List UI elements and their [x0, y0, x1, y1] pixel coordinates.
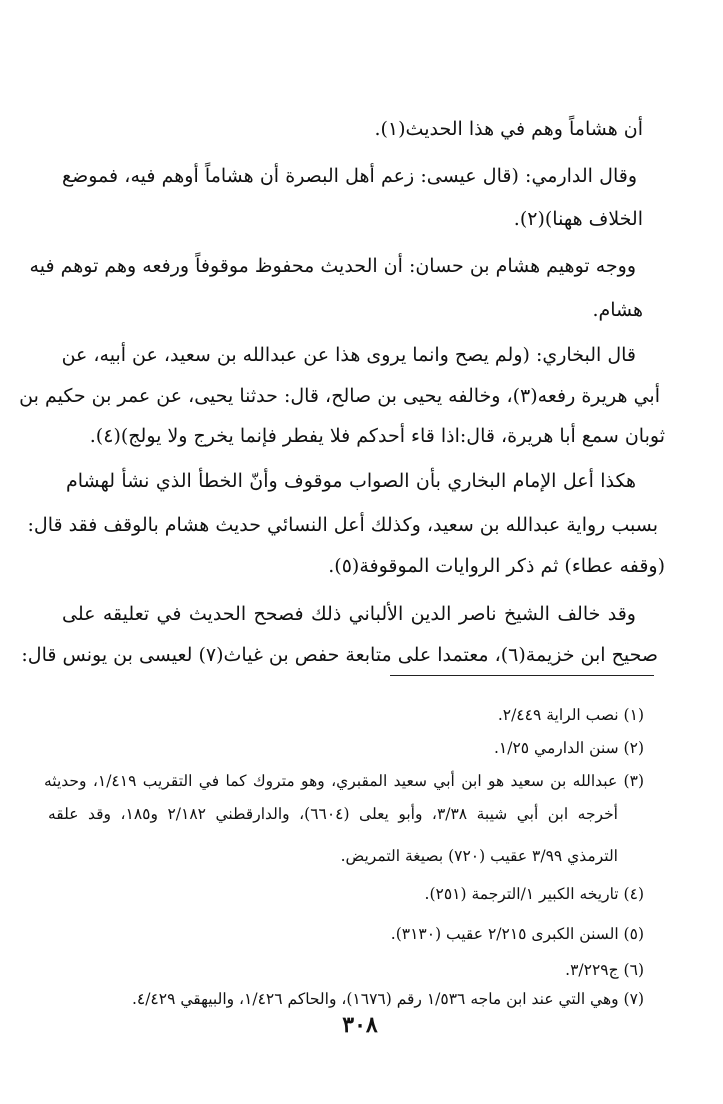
body-line: قال البخاري: (ولم يصح وانما يروى هذا عن عبدالله بن سعيد، عن أبيه، عن — [61, 344, 636, 366]
body-line: هكذا أعل الإمام البخاري بأن الصواب موقوف وأنّ الخطأ الذي نشأ لهشام — [66, 470, 636, 492]
footnote-line: (٢) سنن الدارمي ١/٢٥. — [493, 739, 644, 757]
footnote-line: (٣) عبدالله بن سعيد هو ابن أبي سعيد المقبري، وهو متروك كما في التقريب ١/٤١٩، وحديثه — [44, 772, 644, 790]
body-line: صحيح ابن خزيمة(٦)، معتمدا على متابعة حفص بن غياث(٧) لعيسى بن يونس قال: — [21, 644, 658, 666]
footnote-line: (٤) تاريخه الكبير ١/الترجمة (٢٥١). — [424, 885, 644, 903]
body-line: ووجه توهيم هشام بن حسان: أن الحديث محفوظ موقوفاً ورفعه وهم توهم فيه — [29, 255, 636, 277]
body-line: بسبب رواية عبدالله بن سعيد، وكذلك أعل النسائي حديث هشام بالوقف فقد قال: — [27, 514, 658, 536]
body-line: وقال الدارمي: (قال عيسى: زعم أهل البصرة أن هشاماً أوهم فيه، فموضع — [62, 165, 637, 187]
body-line: أبي هريرة رفعه(٣)، وخالفه يحيى بن صالح، قال: حدثنا يحيى، عن عمر بن حكيم بن — [19, 385, 660, 407]
body-line: وقد خالف الشيخ ناصر الدين الألباني ذلك فصحح الحديث في تعليقه على — [62, 603, 636, 625]
footnote-line: (٧) وهي التي عند ابن ماجه ١/٥٣٦ رقم (١٦٧٦)، والحاكم ١/٤٢٦، والبيهقي ٤/٤٢٩. — [131, 990, 644, 1008]
footnote-separator — [390, 675, 654, 676]
body-line: هشام. — [592, 299, 643, 321]
footnote-line: (٦) ج٣/٢٢٩. — [565, 961, 644, 979]
footnote-line: (٥) السنن الكبرى ٢/٢١٥ عقيب (٣١٣٠). — [390, 925, 644, 943]
footnote-line: الترمذي ٣/٩٩ عقيب (٧٢٠) بصيغة التمريض. — [340, 847, 618, 865]
body-line: أن هشاماً وهم في هذا الحديث(١). — [374, 118, 643, 140]
body-line: (وقفه عطاء) ثم ذكر الروايات الموقوفة(٥). — [328, 555, 665, 577]
page-number: ٣٠٨ — [342, 1012, 378, 1038]
body-line: ثوبان سمع أبا هريرة، قال:اذا قاء أحدكم فلا يفطر فإنما يخرج ولا يولج)(٤). — [89, 425, 665, 447]
footnote-line: أخرجه ابن أبي شيبة ٣/٣٨، وأبو يعلى (٦٦٠٤)، والدارقطني ٢/١٨٢ و١٨٥، وقد علقه — [48, 805, 618, 823]
footnote-line: (١) نصب الراية ٢/٤٤٩. — [497, 706, 644, 724]
body-line: الخلاف ههنا)(٢). — [513, 208, 643, 230]
